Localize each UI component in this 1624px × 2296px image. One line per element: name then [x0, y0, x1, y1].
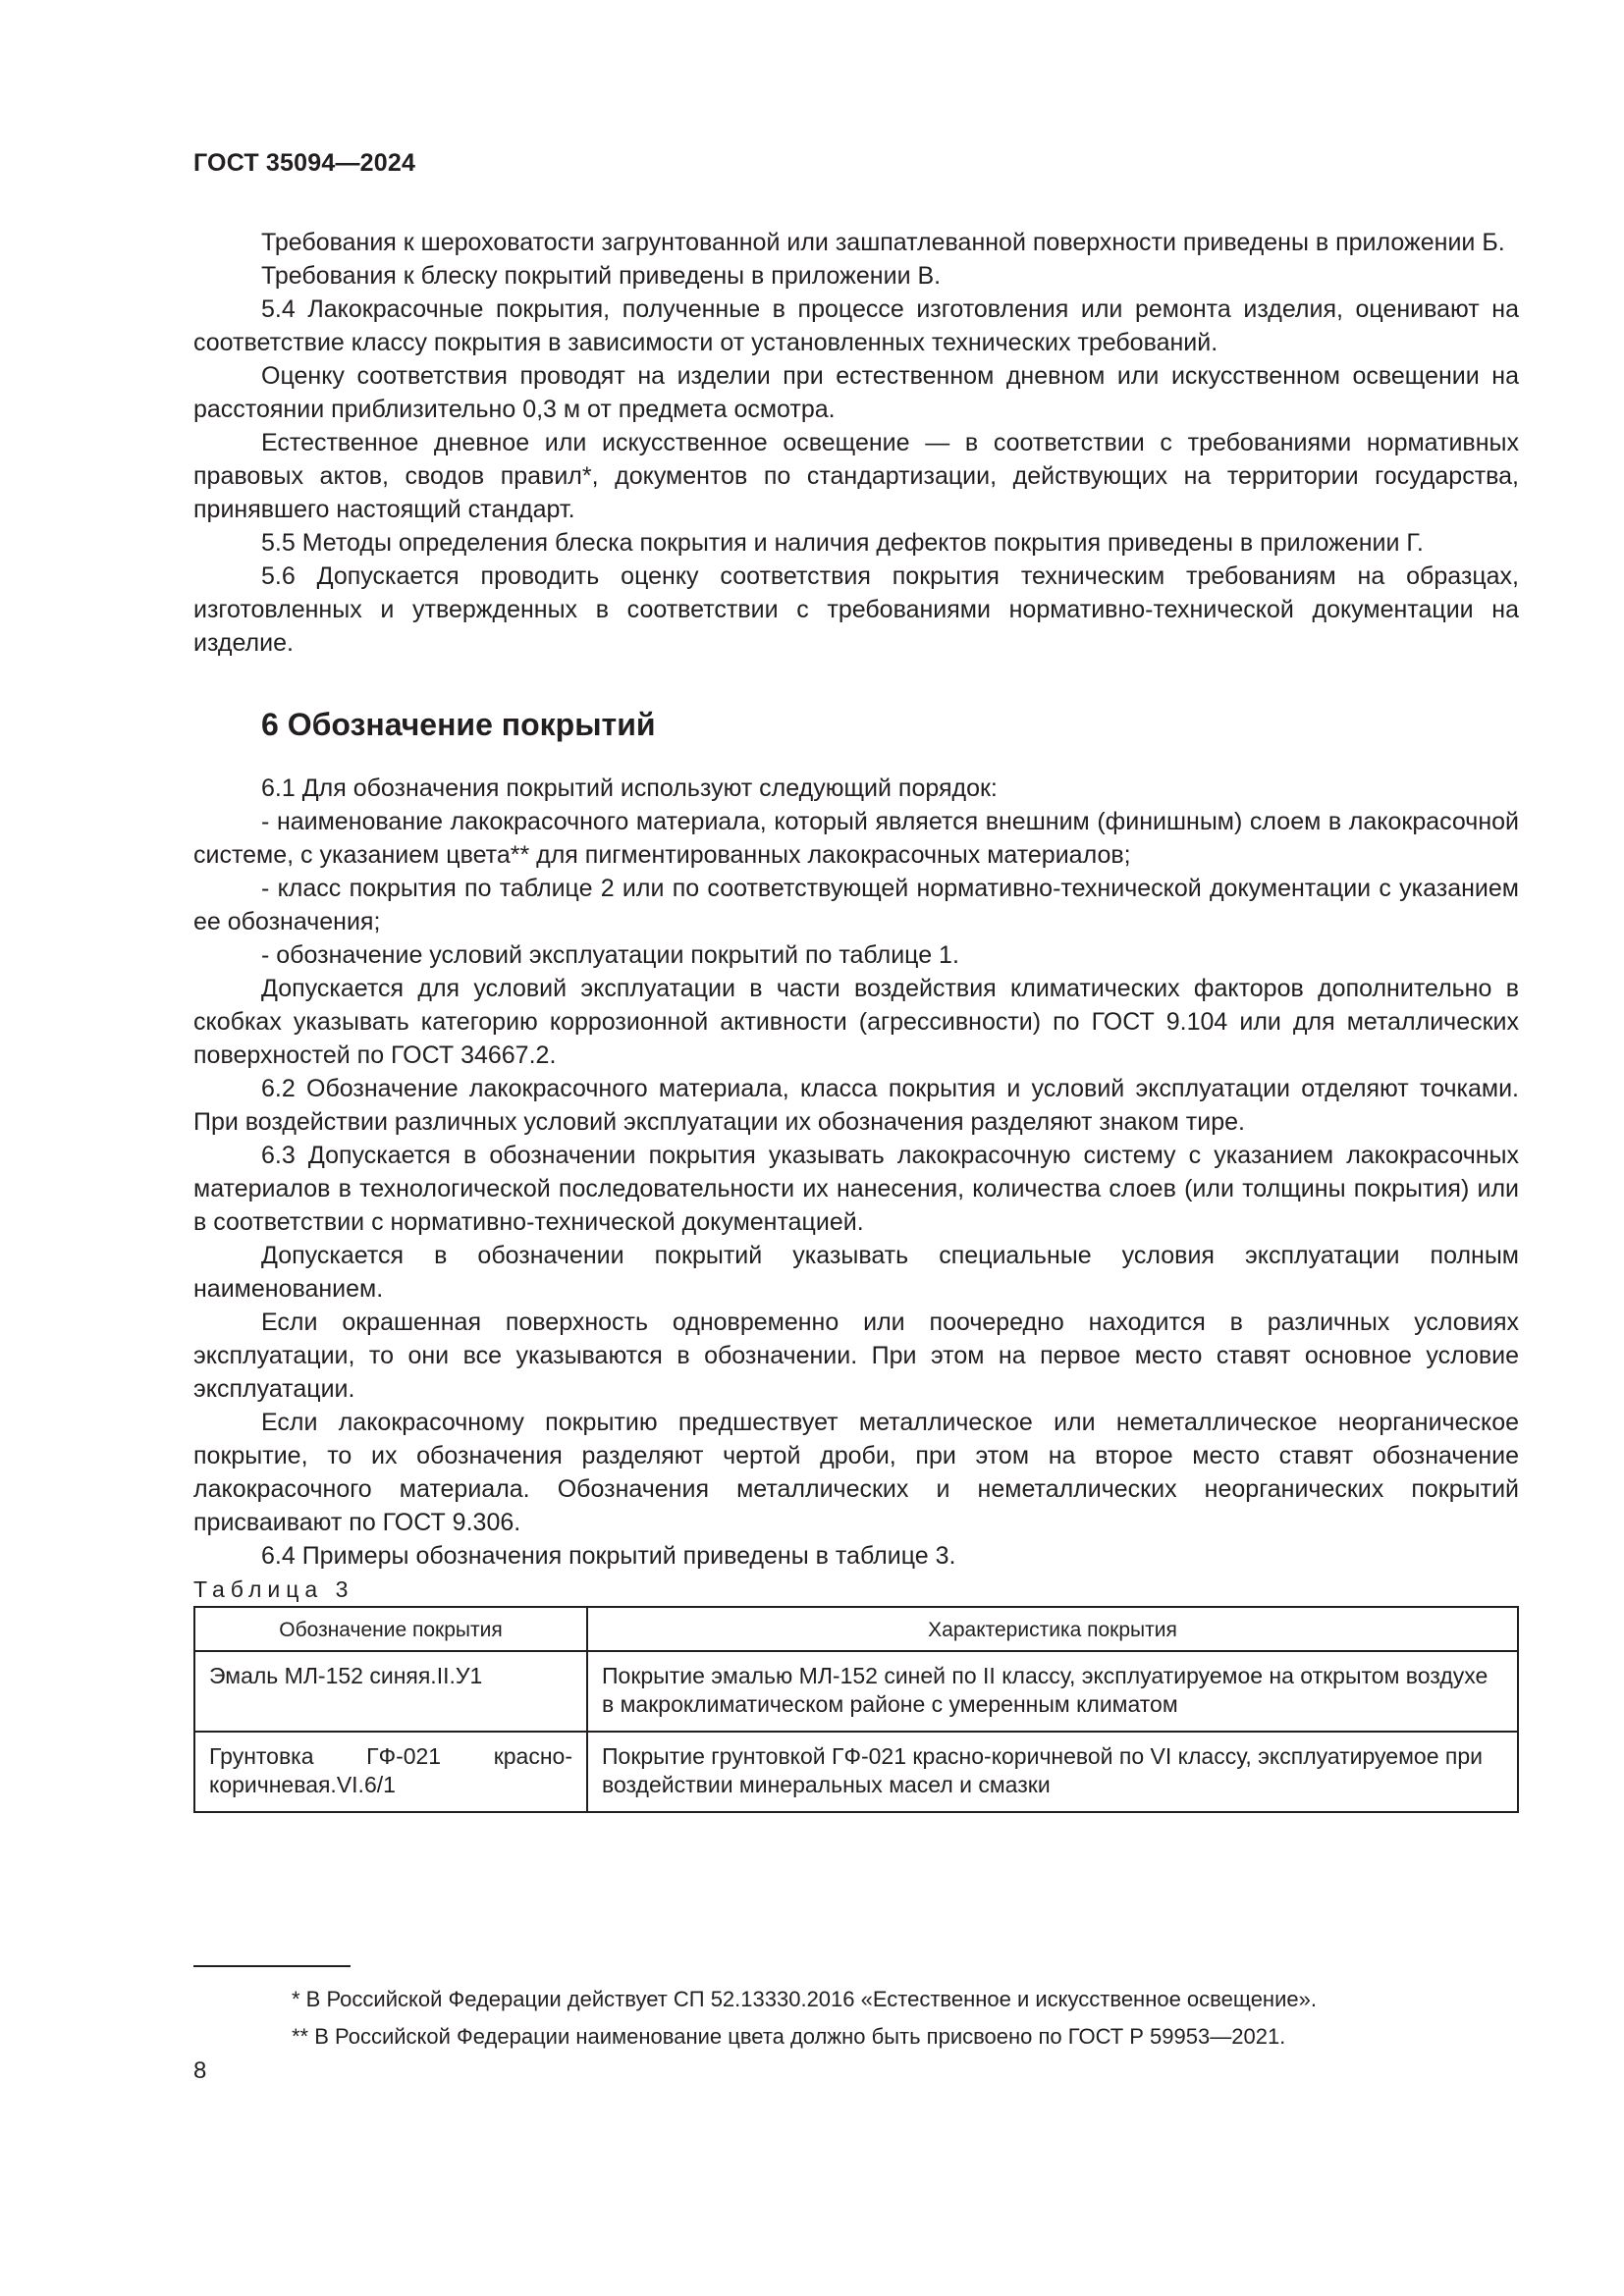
table-row [194, 1651, 1518, 1732]
table-cell: Покрытие эмалью МЛ-152 синей по II классу, эксплуатируемое на открытом воздухе в макроклиматическом районе с умеренным климатом [587, 1651, 1518, 1732]
page-number: 8 [193, 2057, 207, 2084]
paragraph: 6.1 Для обозначения покрытий используют следующий порядок: [261, 774, 998, 802]
coating-designation-table [193, 1606, 1519, 1813]
paragraph: Естественное дневное или искусственное освещение — в соответствии с требованиями нормативных правовых актов, сводов правил*, документов по стандартизации, действующих на территории государства, принявшего настоящий стандарт. [193, 429, 1519, 523]
table-cell: Грунтовка ГФ-021 красно-коричневая.VI.6/1 [194, 1732, 587, 1812]
paragraph: 5.5 Методы определения блеска покрытия и наличия дефектов покрытия приведены в приложении Г. [261, 529, 1424, 557]
section-title: 6 Обозначение покрытий [261, 707, 656, 742]
table-header-cell: Характеристика покрытия [587, 1607, 1518, 1651]
table-header-cell: Обозначение покрытия [194, 1607, 587, 1651]
list-item: - обозначение условий эксплуатации покрытий по таблице 1. [261, 941, 959, 969]
table-cell: Покрытие грунтовкой ГФ-021 красно-коричневой по VI классу, эксплуатируемое при воздействии минеральных масел и смазки [587, 1732, 1518, 1812]
paragraph: Допускается в обозначении покрытий указывать специальные условия эксплуатации полным наименованием. [193, 1242, 1519, 1303]
document-header: ГОСТ 35094—2024 [193, 149, 416, 177]
paragraph: Требования к шероховатости загрунтованной или зашпатлеванной поверхности приведены в приложении Б. [261, 229, 1505, 256]
document-body [193, 226, 1519, 1813]
paragraph: Требования к блеску покрытий приведены в приложении В. [261, 262, 942, 290]
paragraph: Если окрашенная поверхность одновременно или поочередно находится в различных условиях эксплуатации, то они все указываются в обозначении. При этом на первое место ставят основное условие эксплуатации. [193, 1308, 1519, 1403]
paragraph: Допускается для условий эксплуатации в части воздействия климатических факторов дополнительно в скобках указывать категорию коррозионной активности (агрессивности) по ГОСТ 9.104 или для металлических поверхностей по ГОСТ 34667.2. [193, 975, 1519, 1069]
paragraph: Если лакокрасочному покрытию предшествует металлическое или неметаллическое неорганическое покрытие, то их обозначения разделяют чертой дроби, при этом на второе место ставят обозначение лакокрасочного материала. Обозначения металлических и неметаллических неорганических покрытий присваивают по ГОСТ 9.306. [193, 1409, 1519, 1536]
table-header-row [194, 1607, 1518, 1651]
paragraph: 6.2 Обозначение лакокрасочного материала, класса покрытия и условий эксплуатации отделяют точками. При воздействии различных условий эксплуатации их обозначения разделяют знаком тире. [193, 1075, 1519, 1136]
paragraph: 5.4 Лакокрасочные покрытия, полученные в процессе изготовления или ремонта изделия, оценивают на соответствие классу покрытия в зависимости от установленных технических требований. [193, 295, 1519, 356]
footnote-divider [193, 1965, 351, 1967]
footnote: * В Российской Федерации действует СП 52.13330.2016 «Естественное и искусственное освещение». [292, 1987, 1317, 2011]
list-item: - класс покрытия по таблице 2 или по соответствующей нормативно-технической документации с указанием ее обозначения; [193, 875, 1519, 935]
table-cell: Эмаль МЛ-152 синяя.II.У1 [194, 1651, 587, 1732]
paragraph: 6.4 Примеры обозначения покрытий приведены в таблице 3. [261, 1542, 956, 1570]
table-caption: Таблица 3 [193, 1576, 354, 1602]
paragraph: 5.6 Допускается проводить оценку соответствия покрытия техническим требованиям на образцах, изготовленных и утвержденных в соответствии с требованиями нормативно-технической документации на изделие. [193, 562, 1519, 657]
table-row [194, 1732, 1518, 1812]
footnotes [193, 1981, 1519, 2056]
paragraph: 6.3 Допускается в обозначении покрытия указывать лакокрасочную систему с указанием лакокрасочных материалов в технологической последовательности их нанесения, количества слоев (или толщины покрытия) или в соответствии с нормативно-технической документацией. [193, 1142, 1519, 1236]
footnote: ** В Российской Федерации наименование цвета должно быть присвоено по ГОСТ Р 59953—2021. [292, 2024, 1286, 2049]
list-item: - наименование лакокрасочного материала, который является внешним (финишным) слоем в лакокрасочной системе, с указанием цвета** для пигментированных лакокрасочных материалов; [193, 808, 1519, 869]
paragraph: Оценку соответствия проводят на изделии при естественном дневном или искусственном освещении на расстоянии приблизительно 0,3 м от предмета осмотра. [193, 362, 1519, 423]
